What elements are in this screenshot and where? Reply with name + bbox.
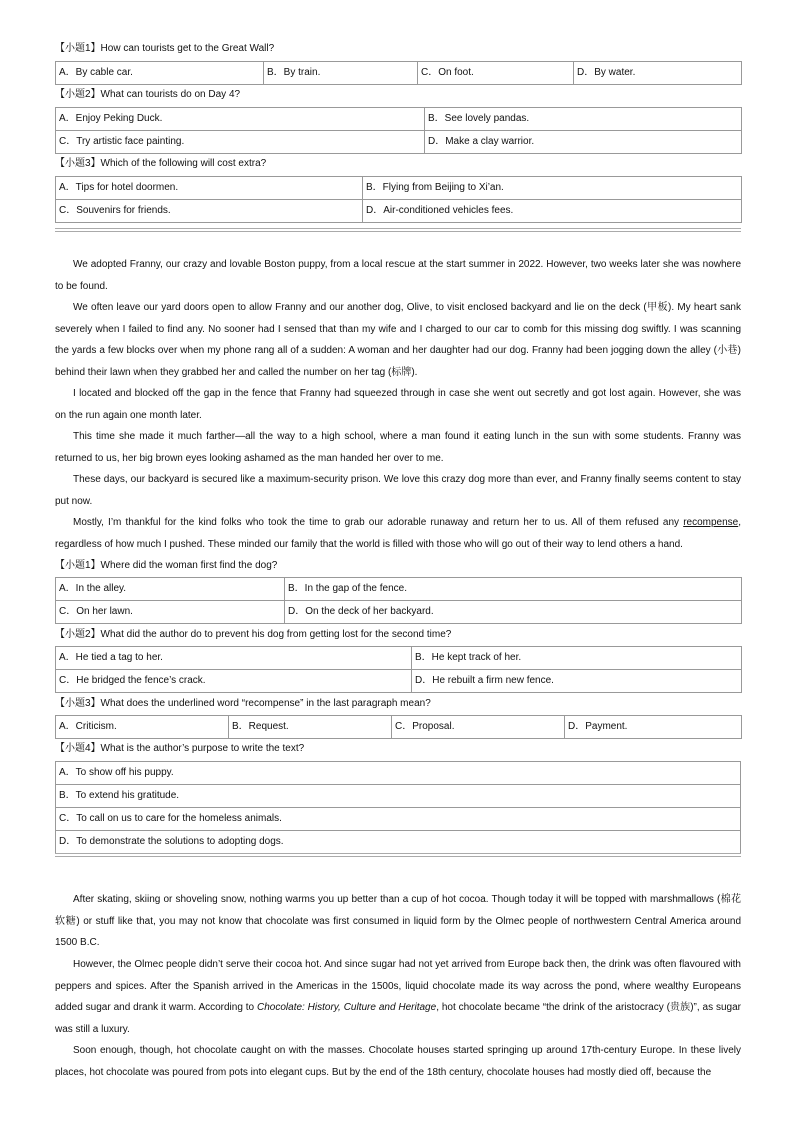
options-row xyxy=(56,108,742,131)
option-a[interactable]: A．He tied a tag to her. xyxy=(56,647,412,670)
option-c[interactable]: C．Try artistic face painting. xyxy=(56,131,425,154)
options-row xyxy=(56,62,742,85)
option-b[interactable]: B．He kept track of her. xyxy=(412,647,742,670)
option-a[interactable]: A．To show off his puppy. xyxy=(56,762,741,785)
paragraph-text: These minded our family that the world is filled with those who will go out of their way to lend others a hand. xyxy=(207,538,683,550)
option-a[interactable]: A．Criticism. xyxy=(56,716,229,739)
option-b[interactable]: B．Request. xyxy=(229,716,392,739)
options-table xyxy=(55,61,742,85)
passage-paragraph xyxy=(55,954,741,1040)
options-table xyxy=(55,646,742,693)
options-table xyxy=(55,176,742,223)
option-d[interactable]: D．On the deck of her backyard. xyxy=(285,601,742,624)
options-row xyxy=(56,578,742,601)
passage-paragraph: We often leave our yard doors open to allow Franny and our another dog, Olive, to visit enclosed backyard and lie on the deck (甲板). My heart sank severely when I failed to find any. No sooner had I sensed that than my wife and I charged to our car to comb for this missing dog swiftly. I was scanning the yards a few blocks over when my phone rang all of a sudden: A woman and her daughter had our dog. Franny had been jogging down the alley (小巷) behind their lawn when they grabbed her and called the number on her tag (标牌). xyxy=(55,302,741,378)
passage-paragraph xyxy=(55,512,741,555)
options-row xyxy=(56,831,741,854)
option-d[interactable]: D．By water. xyxy=(574,62,742,85)
options-row xyxy=(56,785,741,808)
option-c[interactable]: C．On her lawn. xyxy=(56,601,285,624)
option-b[interactable]: B．See lovely pandas. xyxy=(425,108,742,131)
section-divider xyxy=(55,853,741,857)
option-b[interactable]: B．To extend his gratitude. xyxy=(56,785,741,808)
option-b[interactable]: B．By train. xyxy=(264,62,418,85)
options-row xyxy=(56,808,741,831)
option-d[interactable]: D．Air-conditioned vehicles fees. xyxy=(363,200,742,223)
option-a[interactable]: A．By cable car. xyxy=(56,62,264,85)
paragraph-text: However, the Olmec people didn’t serve their cocoa hot. And since sugar had not yet arrived from Europe back then, the drink was often flavoured with peppers and spices. After the Spanish arrived in the Americas in the 1500s, liquid chocolate made its way across the pond, where wealthy Europeans added sugar and drank it warm. According to xyxy=(55,959,741,1014)
option-c[interactable]: C．To call on us to care for the homeless animals. xyxy=(56,808,741,831)
options-row xyxy=(56,670,742,693)
question-label: 【小题3】Which of the following will cost extra? xyxy=(55,158,267,169)
options-row xyxy=(56,647,742,670)
book-title: Chocolate: History, Culture and Heritage xyxy=(257,1002,437,1014)
passage-paragraph: These days, our backyard is secured like a maximum-security prison. We love this crazy dog more than ever, and Franny finally seems content to stay put now. xyxy=(55,474,741,507)
option-b[interactable]: B．In the gap of the fence. xyxy=(285,578,742,601)
option-a[interactable]: A．Enjoy Peking Duck. xyxy=(56,108,425,131)
option-a[interactable]: A．Tips for hotel doormen. xyxy=(56,177,363,200)
paragraph-text: , regardless of how much I pushed. xyxy=(55,517,741,550)
option-d[interactable]: D．Make a clay warrior. xyxy=(425,131,742,154)
passage-paragraph: This time she made it much farther—all the way to a high school, where a man found it eating lunch in the sun with some students. Franny was returned to us, her big brown eyes looking ashamed as the man handed her over to me. xyxy=(55,431,741,464)
section-divider xyxy=(55,228,741,232)
option-c[interactable]: C．On foot. xyxy=(418,62,574,85)
option-d[interactable]: D．He rebuilt a firm new fence. xyxy=(412,670,742,693)
passage-paragraph: I located and blocked off the gap in the fence that Franny had squeezed through in case she went out secretly and got lost again. However, she was on the run again one month later. xyxy=(55,388,741,421)
passage-paragraph: After skating, skiing or shoveling snow, nothing warms you up better than a cup of hot cocoa. Though today it will be topped with marshmallows (棉花软糖) or stuff like that, you may not know that chocolate was first consumed in liquid form by the Olmec people of northwestern Central America around 1500 B.C. xyxy=(55,894,741,949)
paragraph-text: Mostly, I’m thankful for the kind folks who took the time to grab our adorable runaway and return her to us. All of them refused any xyxy=(73,517,684,528)
paragraph-text: , hot chocolate became “the drink of the aristocracy (贵族)”, as sugar was still a luxury. xyxy=(55,1002,741,1035)
question-label: 【小题4】What is the author’s purpose to write the text? xyxy=(55,743,305,754)
question-label: 【小题2】What did the author do to prevent his dog from getting lost for the second time? xyxy=(55,629,452,640)
passage-paragraph: We adopted Franny, our crazy and lovable Boston puppy, from a local rescue at the start summer in 2022. However, two weeks later she was nowhere to be found. xyxy=(55,259,741,292)
options-table xyxy=(55,761,741,854)
option-d[interactable]: D．Payment. xyxy=(565,716,742,739)
underlined-word: recompense xyxy=(683,517,739,528)
question-label: 【小题1】How can tourists get to the Great Wall? xyxy=(55,43,275,54)
options-row xyxy=(56,200,742,223)
option-c[interactable]: C．He bridged the fence’s crack. xyxy=(56,670,412,693)
options-row xyxy=(56,177,742,200)
option-c[interactable]: C．Souvenirs for friends. xyxy=(56,200,363,223)
options-row xyxy=(56,716,742,739)
option-c[interactable]: C．Proposal. xyxy=(392,716,565,739)
question-label: 【小题1】Where did the woman first find the dog? xyxy=(55,560,278,571)
question-label: 【小题3】What does the underlined word “recompense” in the last paragraph mean? xyxy=(55,698,431,709)
option-b[interactable]: B．Flying from Beijing to Xi’an. xyxy=(363,177,742,200)
passage-paragraph: Soon enough, though, hot chocolate caught on with the masses. Chocolate houses started springing up around 17th-century Europe. In these lively places, hot chocolate was poured from pots into elegant cups. But by the end of the 18th century, chocolate houses had mostly died off, because the xyxy=(55,1045,741,1078)
options-table xyxy=(55,715,742,739)
option-a[interactable]: A．In the alley. xyxy=(56,578,285,601)
option-d[interactable]: D．To demonstrate the solutions to adopting dogs. xyxy=(56,831,741,854)
options-row xyxy=(56,601,742,624)
options-row xyxy=(56,131,742,154)
question-label: 【小题2】What can tourists do on Day 4? xyxy=(55,89,241,100)
options-table xyxy=(55,577,742,624)
options-row xyxy=(56,762,741,785)
options-table xyxy=(55,107,742,154)
